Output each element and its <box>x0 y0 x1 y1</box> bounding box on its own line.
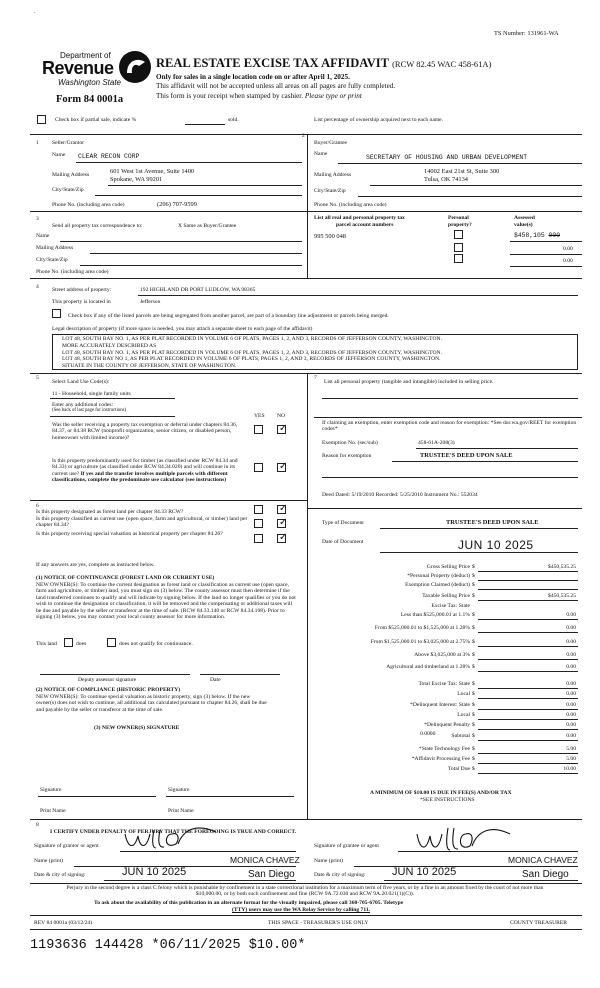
header-line-3a: This form is your receipt when stamped by cashier. <box>156 92 304 100</box>
tax-row-dollar: $ <box>472 722 475 728</box>
seller-phone-label: Phone No. (including area code) <box>52 202 125 208</box>
col-no: NO <box>277 413 286 419</box>
form-title-ref: (RCW 82.45 WAC 458-61A) <box>392 59 492 69</box>
grantee-sign-date: JUN 10 2025 <box>392 866 457 878</box>
tax-row-line <box>478 753 578 754</box>
assessed-value-1 <box>514 232 560 240</box>
tax-row-dollar: $ <box>472 573 475 579</box>
form-number: Form 84 0001a <box>56 94 124 105</box>
tax-row-dollar: $ <box>472 712 475 718</box>
tax-row-label: Exemption Claimed (deduct) <box>405 582 470 588</box>
sec5-num: 5 <box>36 375 39 381</box>
tax-row-dollar: $ <box>472 746 475 752</box>
tax-row-line <box>478 659 578 660</box>
seller-name-label: Name <box>52 152 66 158</box>
send-correspondence-label: Send all property tax correspondence to: <box>52 223 143 229</box>
minimum-notice: A MINIMUM OF $10.00 IS DUE IN FEE(S) AND/OR TAX <box>370 790 512 796</box>
tax-row-label: Total Due <box>447 766 470 772</box>
tax-row-dollar: $ <box>472 652 475 658</box>
assessed-value-1-amount: $458,105 <box>514 232 545 239</box>
certify-statement: I CERTIFY UNDER PENALTY OF PERJURY THAT THE FOREGOING IS TRUE AND CORRECT. <box>50 829 297 835</box>
sec6-q2-yes[interactable] <box>254 519 263 528</box>
tax-row-label: From $525,000.01 to $1,525,000 at 1.28% <box>374 625 470 631</box>
ownership-label: List percentage of ownership acquired next to each name. <box>314 117 444 123</box>
notice-2-body: NEW OWNER(S): To continue special valuation as historic property, sign (3) below. If the new owner(s) does not wish to continue, all additional tax calculated pursuant to chapter 84.26, shall be due and payable by the seller or transferor at the time of sale. <box>36 694 267 713</box>
street-address: 192 HIGHLAND DR PORT LUDLOW, WA 98365 <box>140 287 256 293</box>
sec6-q3-yes[interactable] <box>254 534 263 543</box>
tax-row-value: 0.00 <box>566 691 576 697</box>
tax-row-line <box>478 698 578 699</box>
form-title: REAL ESTATE EXCISE TAX AFFIDAVIT <box>156 56 389 70</box>
sec5-q1-no[interactable] <box>277 425 286 434</box>
tax-row-label: Taxable Selling Price <box>422 593 470 599</box>
grantee-name-label: Name (print) <box>314 858 344 864</box>
tax-row-line <box>478 589 578 590</box>
grantee-name: MONICA CHAVEZ <box>508 855 578 865</box>
tax-row-value: 0.00 <box>566 712 576 718</box>
segregated-checkbox[interactable] <box>52 309 61 318</box>
assessed-header-1: Assessed <box>514 215 535 221</box>
tax-row-value: $450,535.25 <box>548 564 576 570</box>
grantee-sign-city: San Diego <box>522 869 569 880</box>
tax-row-line <box>478 600 578 601</box>
tax-row-dollar: $ <box>472 593 475 599</box>
tax-row-label: *Personal Property (deduct) <box>407 573 470 579</box>
tax-row-line <box>478 571 578 572</box>
located-county: Jefferson <box>140 299 161 305</box>
parcel-header-2: parcel account numbers <box>336 222 394 228</box>
buyer-address-1: 14002 East 21st St, Suite 300 <box>424 168 500 175</box>
grantee-signature-label: Signature of grantee or agent <box>314 843 379 849</box>
sec3-num: 3 <box>36 216 39 222</box>
legal-line-3: LOT 48, SOUTH BAY NO. 1, AS PER PLAT RECORDED IN VOLUME 6 OF PLATS, PAGES 1, 2, AND 3, RECORDS OF JEFFERSON COUNTY, WASHINGTON. <box>62 350 442 356</box>
reason-label: Reason for exemption <box>322 453 372 459</box>
buyer-address-2: Tulsa, OK 74134 <box>424 176 468 183</box>
state-label: Washington State <box>58 78 122 87</box>
sec3-phone-label: Phone No. (including area code) <box>36 269 109 275</box>
this-land-label: This land <box>36 641 57 647</box>
legal-label: Legal description of property (if more space is needed, you may attach a separate sheet to each page of the affidavit) <box>52 326 313 332</box>
cashier-receipt-stamp: 1193636 144428 *06/11/2025 $10.00* <box>30 938 306 953</box>
assessed-value-2: 0.00 <box>563 246 573 252</box>
tax-row-label: *Delinquent Interest: State <box>410 702 470 708</box>
additional-codes-note: (See back of last page for instructions) <box>52 408 127 413</box>
sec6-question-3: Is this property receiving special valuation as historical property per chapter 84.26? <box>36 531 223 537</box>
personal-property-checkbox-3[interactable] <box>454 254 463 263</box>
legal-line-1: LOT 48, SOUTH BAY NO. 1, AS PER PLAT RECORDED IN VOLUME 6 OF PLATS, PAGES 1, 2, AND 3, RECORDS OF JEFFERSON COUNTY, WASHINGTON. <box>62 336 442 342</box>
tax-row-dollar: $ <box>472 639 475 645</box>
sec5-question-2b: If yes and the transfer involves multiple parcels with different classifications, complete the predominate use calculator (see instructions) <box>52 470 228 484</box>
assessed-value-3: 0.00 <box>563 258 573 264</box>
notice-1-body: NEW OWNER(S): To continue the current designation as forest land or classification as current use (open space, farm and agriculture, or timber) land, you must sign on (3) below. The county assessor must then determine if the land transferred continues to qualify and will indicate by signing below. If the land no longer qualifies or you do not wish to continue the designation or classification, it will be removed and the compensating or additional taxes will be due and payable by the seller or transferor at the time of sale. (RCW 84.33.140 or RCW 84.34.108). Prior to signing (3) below, you may contact your local county assessor for more information. <box>36 582 296 621</box>
notice-2-title: (2) NOTICE OF COMPLIANCE (HISTORIC PROPERTY) <box>36 687 181 693</box>
county-treasurer: COUNTY TREASURER <box>510 920 568 926</box>
buyer-name-label: Name <box>314 151 328 157</box>
tax-row-value: 0.00 <box>566 722 576 728</box>
grantor-signature-image <box>120 826 230 854</box>
tax-row-label: Local <box>457 691 470 697</box>
sec6-question-1: Is this property designated as forest land per chapter 84.33 RCW? <box>36 509 184 515</box>
sec7-num: 7 <box>314 375 317 381</box>
tax-row-value: 0.00 <box>566 733 576 739</box>
see-instructions: *SEE INSTRUCTIONS <box>420 797 475 803</box>
tax-row-value: 0.00 <box>566 612 576 618</box>
personal-property-label: List all personal property (tangible and intangible) included in selling price. <box>324 379 494 385</box>
header-line-2: This affidavit will not be accepted unless all areas on all pages are fully completed. <box>156 82 396 90</box>
deed-dated: Deed Dated: 5/19/2010 Recorded: 5/25/2010 Instrument No.: 552034 <box>322 492 478 498</box>
tax-row-label: Total Excise Tax: State <box>418 681 470 687</box>
buyer-city-label: City/State/Zip <box>314 188 346 194</box>
personal-property-checkbox-1[interactable] <box>454 230 463 239</box>
grantor-name: MONICA CHAVEZ <box>230 855 300 865</box>
sec6-q2-no[interactable] <box>277 519 286 528</box>
tax-row-label: *Delinquent Penalty <box>424 722 470 728</box>
exemption-instruction: If claiming an exemption, enter exemption code and reason for exemption: *See dor.wa.gov/REET for exemption codes* <box>322 420 577 433</box>
sec6-num: 6 <box>36 503 39 509</box>
buyer-heading: Buyer/Grantee <box>314 140 347 146</box>
tax-row-value: 0.00 <box>566 681 576 687</box>
perjury-notice: Perjury in the second degree is a class C felony which is punishable by confinement in a state correctional institution for a maximum term of five years, or by a fine in an amount fixed by the court of not more than $10,000.00, or by both such confinement and fine (RCW 9A.72.030 and RCW 9A.20.021(1)(C)). <box>66 885 544 898</box>
owner-signature-label-2: Signature <box>168 787 190 793</box>
if-yes-instruction: If any answers are yes, complete as instructed below. <box>36 562 155 568</box>
tax-row-dollar: $ <box>472 564 475 570</box>
header-line-3b: Please type or print <box>304 92 362 100</box>
doc-date-stamp: JUN 10 2025 <box>458 538 534 552</box>
grantor-sign-date: JUN 10 2025 <box>122 866 187 878</box>
tax-row-label: Less than $525,000.01 at 1.1% <box>400 612 470 618</box>
tax-row-line <box>478 719 578 720</box>
local-rate: 0.0000 <box>420 731 436 737</box>
sec5-q2-yes[interactable] <box>254 463 263 472</box>
sec6-q1-no[interactable] <box>277 505 286 514</box>
doc-type-label: Type of Document <box>322 520 364 526</box>
exemption-no: 458-61A-208(3) <box>418 440 455 446</box>
tax-row-value: 5.00 <box>566 746 576 752</box>
tax-row-dollar: $ <box>472 702 475 708</box>
tax-row-value: 10.00 <box>563 766 576 772</box>
personal-property-checkbox-2[interactable] <box>454 243 463 252</box>
sec3-mailing-label: Mailing Address <box>36 245 74 251</box>
tax-row-value: 0.00 <box>566 664 576 670</box>
grantor-date-city-label: Date & city of signing: <box>34 872 86 878</box>
sec5-q2-no[interactable] <box>277 463 286 472</box>
seller-mailing-label: Mailing Address <box>52 172 90 178</box>
grantor-signature-label: Signature of grantor or agent <box>34 843 99 849</box>
tax-row-label: From $1,525,000.01 to $3,025,000 at 2.75% <box>370 639 470 645</box>
seller-heading: Seller/Grantor <box>52 140 84 146</box>
revenue-logo-text: Revenue <box>42 58 114 78</box>
buyer-name: SECRETARY OF HOUSING AND URBAN DEVELOPMENT <box>366 154 528 161</box>
land-use-label: Select Land Use Code(s): <box>52 379 110 385</box>
sec3-city-label: City/State/Zip <box>36 257 68 263</box>
tax-row-line <box>478 671 578 672</box>
seller-city-label: City/State/Zip <box>52 187 84 193</box>
personal-header-2: property? <box>448 222 472 228</box>
tty-notice: (TTY) users may use the WA Relay Service by calling 711. <box>232 907 371 913</box>
grantee-date-city-label: Date & city of signing: <box>314 872 366 878</box>
located-label: This property is located in <box>52 299 111 305</box>
tax-row-dollar: $ <box>472 612 475 618</box>
tax-row-line <box>478 580 578 581</box>
sec1-num: 1 <box>36 140 39 146</box>
tax-row-value: 0.00 <box>566 639 576 645</box>
deputy-signature-label: Deputy assessor signature <box>78 677 137 683</box>
tax-row-line <box>478 688 578 689</box>
availability-notice: To ask about the availability of this publication in an alternate format for the visually impaired, please call 360-705-6705. Teletype <box>94 900 404 906</box>
land-does-not-checkbox[interactable] <box>107 638 116 647</box>
parcel-header-1: List all real and personal property tax <box>314 215 405 221</box>
tax-row-dollar: $ <box>472 691 475 697</box>
tax-row-line <box>478 729 578 730</box>
tax-row-label: Above $3,025,000 at 3% <box>414 652 470 658</box>
tax-row-label: Local <box>457 712 470 718</box>
grantor-name-label: Name (print) <box>34 858 64 864</box>
owner-print-name-label-1: Print Name <box>40 808 66 814</box>
ts-number: TS Number: 131961-WA <box>494 30 559 37</box>
tax-row-label: Subtotal <box>451 733 470 739</box>
segregated-label: Check box if any of the listed parcels are being segregated from another parcel, are part of a boundary line adjustment or parcels being merged. <box>68 313 389 319</box>
tax-row-line <box>478 619 578 620</box>
header-line-1: Only for sales in a single location code on or after April 1, 2025. <box>156 73 350 81</box>
sec2-num: 2 <box>302 133 305 139</box>
sec5-question-2a: Is this property predominantly used for timber (as classified under RCW 84.34 and 84.33) or agriculture (as classified under RCW 84.34.020) and will continue in its current use? <box>52 458 238 477</box>
street-label: Street address of property: <box>52 287 112 293</box>
doc-type: TRUSTEE'S DEED UPON SALE <box>446 519 539 526</box>
tax-row-dollar: $ <box>472 582 475 588</box>
notice-3-title: (3) NEW OWNER(S) SIGNATURE <box>94 725 180 731</box>
seller-address-1: 601 West 1st Avenue, Suite 1400 <box>110 168 195 175</box>
buyer-phone-label: Phone No. (including area code) <box>314 202 387 208</box>
seller-name: CLEAR RECON CORP <box>78 153 140 160</box>
tax-row-label: Excise Tax: State <box>431 603 470 609</box>
assessed-header-2: value(s) <box>514 222 533 228</box>
sec5-q1-yes[interactable] <box>254 425 263 434</box>
tax-row-dollar: $ <box>472 766 475 772</box>
grantee-signature-image <box>412 826 522 856</box>
personal-header-1: Personal <box>448 215 469 221</box>
seller-phone: (206) 707-9599 <box>157 201 197 208</box>
tax-row-value: 5.00 <box>566 756 576 762</box>
additional-codes-label: Enter any additional codes: <box>52 402 114 408</box>
header-line-3 <box>156 92 362 101</box>
owner-signature-label-1: Signature <box>40 787 62 793</box>
dor-logo-icon <box>117 49 153 85</box>
sec6-q3-no[interactable] <box>277 534 286 543</box>
tax-row-line <box>478 763 578 764</box>
owner-print-name-label-2: Print Name <box>168 808 194 814</box>
tax-row-line <box>478 709 578 710</box>
sec4-num: 4 <box>36 284 39 290</box>
sec8-num: 8 <box>36 822 39 828</box>
tax-row-value: 0.00 <box>566 652 576 658</box>
land-does-checkbox[interactable] <box>64 638 73 647</box>
tax-row-dollar: $ <box>472 681 475 687</box>
grantor-sign-city: San Diego <box>248 869 295 880</box>
buyer-mailing-label: Mailing Address <box>314 172 352 178</box>
legal-line-4: LOT 48, SOUTH BAY NO 1, AS PER PLAT RECORDED IN VOLUME 6 OF PLATS, PAGES 1, 2, AND 3, RECORDS OF JEFFERSON COUNTY, WASHINGTON. <box>62 356 441 362</box>
partial-sale-checkbox[interactable] <box>37 115 46 124</box>
tax-row-label: Agricultural and timberland at 1.28% <box>386 664 470 670</box>
sec6-question-2: Is this property classified as current use (open space, farm and agricultural, or timber) land per chapter 84.34? <box>36 516 248 529</box>
partial-sale-label-b: sold. <box>228 117 239 123</box>
partial-sale-label-a: Check box if partial sale, indicate % <box>55 117 137 123</box>
tax-row-label: *Affidavit Processing Fee <box>411 756 470 762</box>
tax-row-label: Gross Selling Price <box>426 564 470 570</box>
legal-line-2: MORE ACCURATELY DESCRIBED AS <box>62 343 157 349</box>
treasurer-space: THIS SPACE - TREASURER'S USE ONLY <box>268 920 369 926</box>
sec3-name-label: Name <box>36 233 50 239</box>
notice-1-title: (1) NOTICE OF CONTINUANCE (FOREST LAND OR CURRENT USE) <box>36 575 215 581</box>
land-not-qualify-label: does not qualify for continuance. <box>119 641 193 647</box>
scan-dot: . <box>34 8 36 15</box>
exemption-no-label: Exemption No. (sec/sub) <box>322 440 378 446</box>
form-title-row <box>156 56 491 71</box>
sec5-question-2 <box>52 458 248 484</box>
tax-row-dollar: $ <box>472 733 475 739</box>
legal-line-5: SITUATE IN THE COUNTY OF JEFFERSON, STATE OF WASHINGTON. <box>62 363 237 369</box>
sec5-question-1: Was the seller receiving a property tax exemption or deferral under chapters 84.36, 84.37, or 84.38 RCW (nonprofit organization, senior citizen, or disabled person, homeowner with limited income)? <box>52 422 238 441</box>
sec6-q1-yes[interactable] <box>254 505 263 514</box>
tax-row-dollar: $ <box>472 664 475 670</box>
seller-address-2: Spokane, WA 99201 <box>110 176 163 183</box>
tax-row-value: 0.00 <box>566 702 576 708</box>
tax-row-label: *State Technology Fee <box>418 746 470 752</box>
tax-row-dollar: $ <box>472 625 475 631</box>
land-use-code: 11 - Household, single family units <box>52 391 131 397</box>
dept-label: Department of <box>60 51 111 60</box>
deputy-date-label: Date <box>210 677 221 683</box>
same-as-buyer: X Same as Buyer/Grantee <box>178 223 237 229</box>
tax-row-dollar: $ <box>472 756 475 762</box>
parcel-number: 995 500 048 <box>314 233 346 240</box>
doc-date-label: Date of Document <box>322 539 364 545</box>
tax-row-line <box>478 773 578 774</box>
exemption-reason: TRUSTEE'S DEED UPON SALE <box>420 452 513 459</box>
col-yes: YES <box>254 413 265 419</box>
rev-number: REV 84 0001a (03/12/24) <box>34 920 93 926</box>
land-does-label: does <box>76 641 87 647</box>
tax-row-line <box>478 646 578 647</box>
tax-row-line <box>478 632 578 633</box>
tax-row-value: $450,535.25 <box>548 593 576 599</box>
assessed-value-1-struck: 000 <box>548 232 561 239</box>
tax-row-value: 0.00 <box>566 625 576 631</box>
tax-row-line <box>478 740 578 741</box>
